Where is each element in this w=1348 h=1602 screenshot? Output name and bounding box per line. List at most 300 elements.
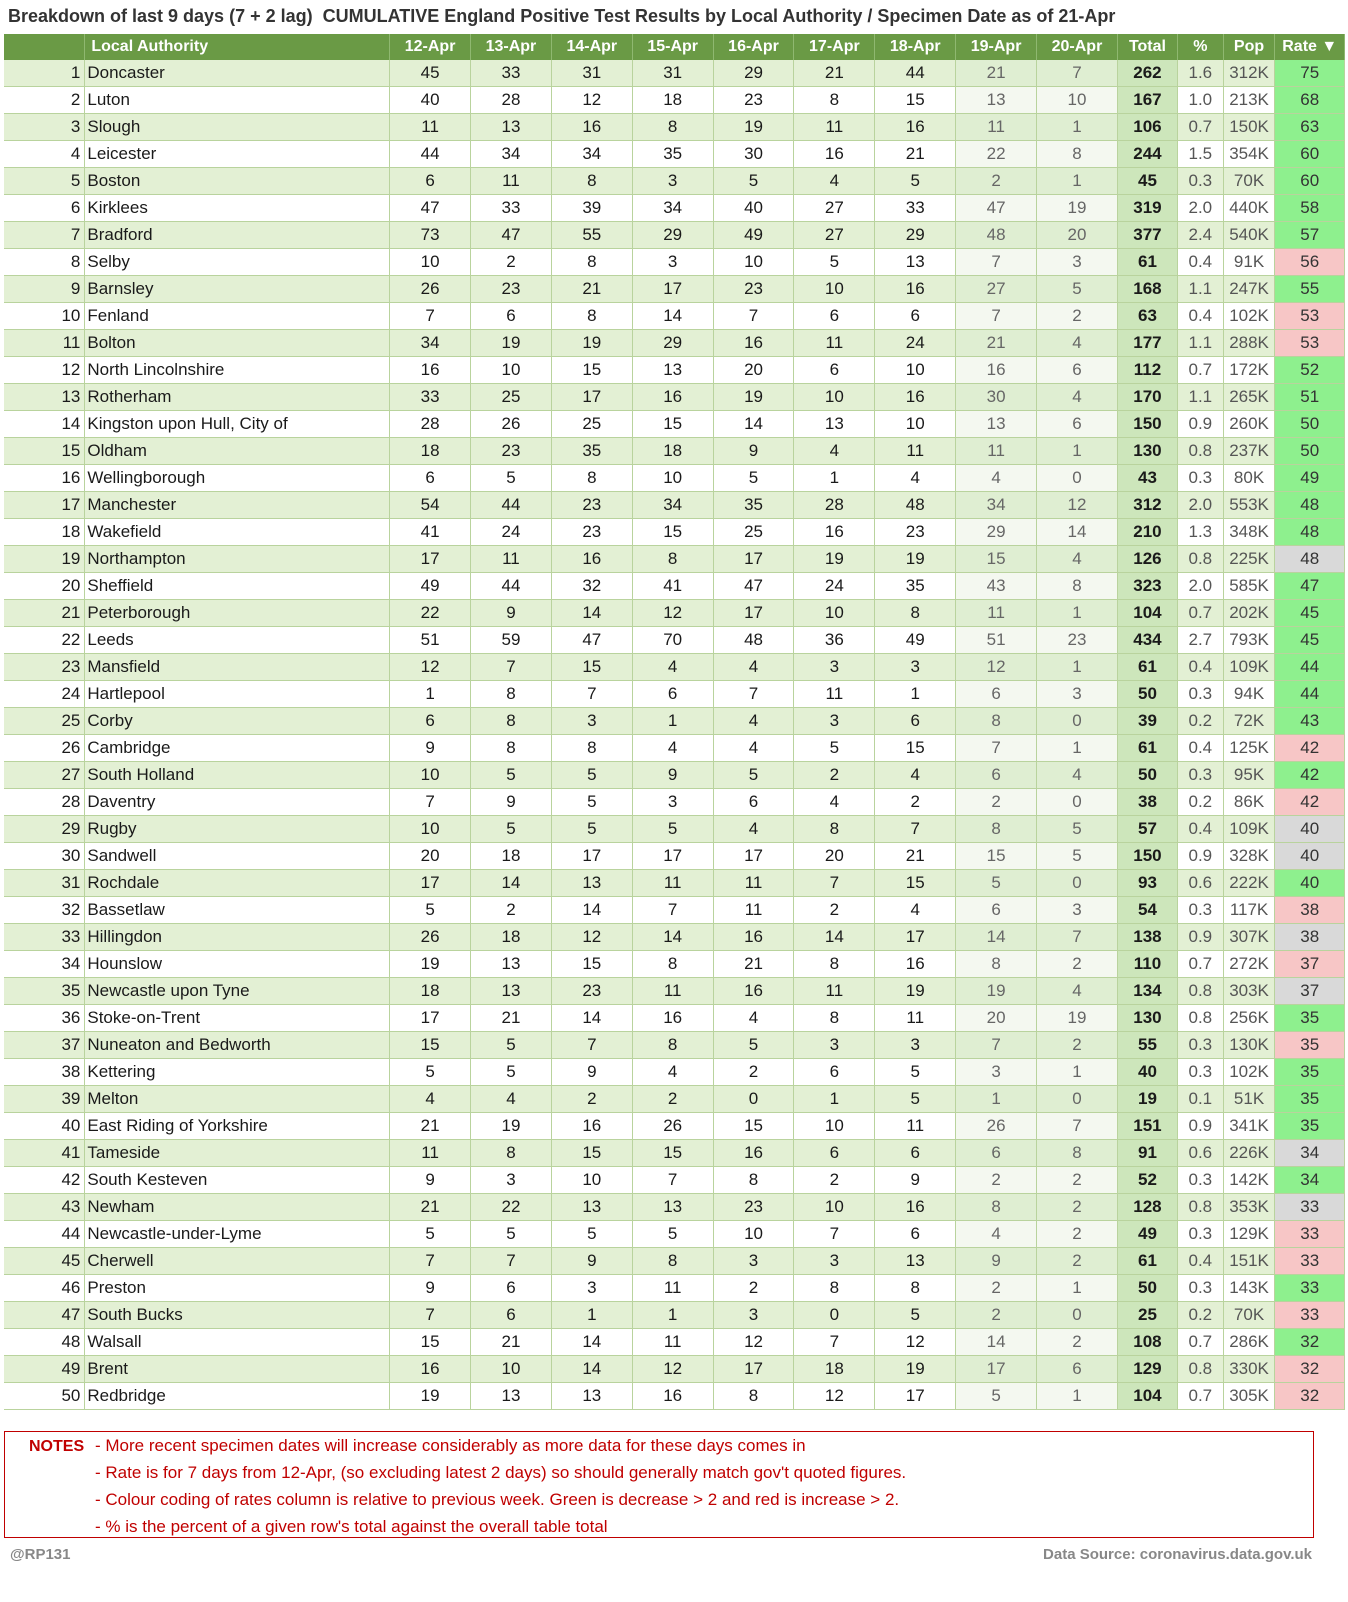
authority-name-cell: Brent — [85, 1356, 390, 1383]
table-row — [4, 1113, 1345, 1140]
percent-cell: 1.0 — [1178, 87, 1224, 114]
day-cell: 15 — [632, 411, 713, 438]
table-row — [4, 924, 1345, 951]
day-cell: 13 — [794, 411, 875, 438]
day-cell: 3 — [713, 1248, 794, 1275]
rate-cell: 57 — [1275, 222, 1345, 249]
day-cell: 4 — [794, 438, 875, 465]
day-cell: 6 — [471, 1275, 552, 1302]
lag-day-cell: 3 — [956, 1059, 1037, 1086]
day-cell: 8 — [875, 1275, 956, 1302]
table-header-row — [4, 34, 1345, 60]
rank-cell: 14 — [4, 411, 85, 438]
day-cell: 12 — [551, 924, 632, 951]
day-cell: 7 — [794, 1221, 875, 1248]
day-cell: 27 — [794, 195, 875, 222]
rank-cell: 46 — [4, 1275, 85, 1302]
day-cell: 10 — [390, 249, 471, 276]
table-row — [4, 492, 1345, 519]
day-cell: 8 — [794, 1005, 875, 1032]
day-cell: 19 — [794, 546, 875, 573]
table-row — [4, 1167, 1345, 1194]
percent-cell: 0.8 — [1178, 546, 1224, 573]
day-cell: 24 — [794, 573, 875, 600]
rate-cell: 53 — [1275, 303, 1345, 330]
table-row — [4, 897, 1345, 924]
lag-day-cell: 2 — [1037, 303, 1118, 330]
day-cell: 5 — [551, 816, 632, 843]
lag-day-cell: 5 — [956, 870, 1037, 897]
percent-cell: 0.3 — [1178, 1275, 1224, 1302]
total-cell: 110 — [1117, 951, 1177, 978]
day-cell: 47 — [471, 222, 552, 249]
day-cell: 29 — [875, 222, 956, 249]
population-cell: 202K — [1223, 600, 1275, 627]
day-cell: 12 — [794, 1383, 875, 1410]
table-row — [4, 384, 1345, 411]
day-cell: 5 — [875, 168, 956, 195]
lag-day-cell: 5 — [1037, 276, 1118, 303]
day-cell: 14 — [713, 411, 794, 438]
day-cell: 15 — [875, 870, 956, 897]
lag-day-cell: 6 — [956, 681, 1037, 708]
day-cell: 21 — [471, 1329, 552, 1356]
authority-name-cell: Newham — [85, 1194, 390, 1221]
lag-day-cell: 23 — [1037, 627, 1118, 654]
population-cell: 102K — [1223, 1059, 1275, 1086]
day-cell: 28 — [471, 87, 552, 114]
day-cell: 7 — [632, 1167, 713, 1194]
lag-day-cell: 30 — [956, 384, 1037, 411]
lag-day-cell: 1 — [1037, 735, 1118, 762]
day-cell: 5 — [471, 816, 552, 843]
day-cell: 8 — [551, 735, 632, 762]
day-cell: 6 — [632, 681, 713, 708]
percent-cell: 0.7 — [1178, 1383, 1224, 1410]
lag-day-cell: 2 — [1037, 1167, 1118, 1194]
population-cell: 143K — [1223, 1275, 1275, 1302]
day-cell: 3 — [632, 168, 713, 195]
day-cell: 16 — [713, 330, 794, 357]
table-row — [4, 1194, 1345, 1221]
population-cell: 91K — [1223, 249, 1275, 276]
rank-cell: 20 — [4, 573, 85, 600]
day-cell: 59 — [471, 627, 552, 654]
percent-cell: 0.3 — [1178, 1221, 1224, 1248]
lag-day-cell: 6 — [956, 762, 1037, 789]
authority-name-cell: Rotherham — [85, 384, 390, 411]
day-cell: 23 — [713, 1194, 794, 1221]
day-cell: 23 — [551, 519, 632, 546]
lag-day-cell: 8 — [1037, 141, 1118, 168]
day-cell: 29 — [632, 222, 713, 249]
rate-cell: 35 — [1275, 1059, 1345, 1086]
day-cell: 20 — [390, 843, 471, 870]
lag-day-cell: 22 — [956, 141, 1037, 168]
authority-name-cell: Selby — [85, 249, 390, 276]
lag-day-cell: 8 — [1037, 1140, 1118, 1167]
day-cell: 13 — [632, 357, 713, 384]
lag-day-cell: 8 — [1037, 573, 1118, 600]
column-header-day: 19-Apr — [956, 34, 1037, 60]
total-cell: 40 — [1117, 1059, 1177, 1086]
authority-name-cell: Mansfield — [85, 654, 390, 681]
day-cell: 4 — [794, 789, 875, 816]
day-cell: 20 — [713, 357, 794, 384]
percent-cell: 0.6 — [1178, 870, 1224, 897]
day-cell: 6 — [471, 1302, 552, 1329]
day-cell: 22 — [390, 600, 471, 627]
lag-day-cell: 7 — [1037, 924, 1118, 951]
population-cell: 256K — [1223, 1005, 1275, 1032]
day-cell: 10 — [794, 600, 875, 627]
table-row — [4, 627, 1345, 654]
day-cell: 14 — [551, 1005, 632, 1032]
day-cell: 12 — [390, 654, 471, 681]
day-cell: 13 — [875, 249, 956, 276]
day-cell: 1 — [794, 1086, 875, 1113]
lag-day-cell: 0 — [1037, 870, 1118, 897]
day-cell: 16 — [794, 141, 875, 168]
rate-cell: 34 — [1275, 1140, 1345, 1167]
percent-cell: 0.9 — [1178, 843, 1224, 870]
rank-cell: 35 — [4, 978, 85, 1005]
total-cell: 244 — [1117, 141, 1177, 168]
table-row — [4, 816, 1345, 843]
day-cell: 2 — [794, 1167, 875, 1194]
table-row — [4, 168, 1345, 195]
day-cell: 3 — [632, 249, 713, 276]
percent-cell: 0.7 — [1178, 357, 1224, 384]
population-cell: 793K — [1223, 627, 1275, 654]
rate-cell: 68 — [1275, 87, 1345, 114]
author-credit: @RP131 — [10, 1546, 71, 1563]
lag-day-cell: 14 — [1037, 519, 1118, 546]
day-cell: 5 — [471, 762, 552, 789]
rate-cell: 35 — [1275, 1086, 1345, 1113]
authority-name-cell: Stoke-on-Trent — [85, 1005, 390, 1032]
day-cell: 8 — [551, 303, 632, 330]
day-cell: 41 — [390, 519, 471, 546]
rate-cell: 42 — [1275, 789, 1345, 816]
day-cell: 5 — [875, 1086, 956, 1113]
authority-name-cell: Oldham — [85, 438, 390, 465]
day-cell: 3 — [632, 789, 713, 816]
day-cell: 26 — [390, 276, 471, 303]
day-cell: 0 — [794, 1302, 875, 1329]
day-cell: 11 — [794, 114, 875, 141]
day-cell: 4 — [632, 654, 713, 681]
day-cell: 39 — [551, 195, 632, 222]
total-cell: 61 — [1117, 249, 1177, 276]
rate-cell: 32 — [1275, 1329, 1345, 1356]
percent-cell: 2.4 — [1178, 222, 1224, 249]
authority-name-cell: Barnsley — [85, 276, 390, 303]
percent-cell: 0.8 — [1178, 438, 1224, 465]
day-cell: 7 — [390, 789, 471, 816]
day-cell: 8 — [551, 465, 632, 492]
day-cell: 28 — [390, 411, 471, 438]
percent-cell: 0.7 — [1178, 600, 1224, 627]
population-cell: 102K — [1223, 303, 1275, 330]
lag-day-cell: 2 — [1037, 1032, 1118, 1059]
lag-day-cell: 1 — [956, 1086, 1037, 1113]
day-cell: 4 — [713, 816, 794, 843]
day-cell: 4 — [875, 465, 956, 492]
percent-cell: 1.1 — [1178, 276, 1224, 303]
lag-day-cell: 3 — [1037, 897, 1118, 924]
authority-name-cell: Sheffield — [85, 573, 390, 600]
percent-cell: 0.4 — [1178, 735, 1224, 762]
lag-day-cell: 6 — [1037, 411, 1118, 438]
total-cell: 130 — [1117, 438, 1177, 465]
table-row — [4, 1329, 1345, 1356]
day-cell: 6 — [875, 1221, 956, 1248]
population-cell: 272K — [1223, 951, 1275, 978]
rank-cell: 1 — [4, 60, 85, 87]
day-cell: 9 — [390, 735, 471, 762]
day-cell: 34 — [551, 141, 632, 168]
day-cell: 35 — [713, 492, 794, 519]
population-cell: 353K — [1223, 1194, 1275, 1221]
lag-day-cell: 0 — [1037, 465, 1118, 492]
column-header-rate[interactable]: Rate ▼ — [1275, 34, 1345, 60]
authority-name-cell: Newcastle-under-Lyme — [85, 1221, 390, 1248]
authority-name-cell: Corby — [85, 708, 390, 735]
day-cell: 12 — [875, 1329, 956, 1356]
day-cell: 13 — [551, 1194, 632, 1221]
day-cell: 14 — [551, 1329, 632, 1356]
authority-name-cell: Manchester — [85, 492, 390, 519]
total-cell: 319 — [1117, 195, 1177, 222]
day-cell: 5 — [471, 1059, 552, 1086]
note-line: - % is the percent of a given row's total against the overall table total — [95, 1517, 608, 1536]
authority-name-cell: Peterborough — [85, 600, 390, 627]
percent-cell: 1.6 — [1178, 60, 1224, 87]
lag-day-cell: 2 — [1037, 1329, 1118, 1356]
day-cell: 1 — [794, 465, 875, 492]
table-row — [4, 762, 1345, 789]
day-cell: 3 — [713, 1302, 794, 1329]
authority-name-cell: Wellingborough — [85, 465, 390, 492]
authority-name-cell: North Lincolnshire — [85, 357, 390, 384]
day-cell: 16 — [794, 519, 875, 546]
total-cell: 91 — [1117, 1140, 1177, 1167]
day-cell: 5 — [390, 897, 471, 924]
table-row — [4, 87, 1345, 114]
day-cell: 16 — [632, 384, 713, 411]
rate-cell: 34 — [1275, 1167, 1345, 1194]
authority-name-cell: Rugby — [85, 816, 390, 843]
day-cell: 5 — [551, 1221, 632, 1248]
total-cell: 126 — [1117, 546, 1177, 573]
lag-day-cell: 7 — [956, 249, 1037, 276]
table-row — [4, 600, 1345, 627]
rank-cell: 24 — [4, 681, 85, 708]
day-cell: 26 — [390, 924, 471, 951]
day-cell: 4 — [713, 735, 794, 762]
day-cell: 33 — [390, 384, 471, 411]
day-cell: 7 — [471, 654, 552, 681]
rate-cell: 63 — [1275, 114, 1345, 141]
day-cell: 15 — [390, 1032, 471, 1059]
day-cell: 9 — [551, 1059, 632, 1086]
total-cell: 134 — [1117, 978, 1177, 1005]
total-cell: 50 — [1117, 1275, 1177, 1302]
day-cell: 18 — [632, 87, 713, 114]
rank-cell: 13 — [4, 384, 85, 411]
day-cell: 7 — [390, 303, 471, 330]
lag-day-cell: 2 — [1037, 1194, 1118, 1221]
day-cell: 15 — [551, 357, 632, 384]
lag-day-cell: 0 — [1037, 1302, 1118, 1329]
lag-day-cell: 27 — [956, 276, 1037, 303]
total-cell: 323 — [1117, 573, 1177, 600]
lag-day-cell: 10 — [1037, 87, 1118, 114]
table-row — [4, 276, 1345, 303]
day-cell: 6 — [390, 708, 471, 735]
day-cell: 19 — [390, 951, 471, 978]
percent-cell: 0.1 — [1178, 1086, 1224, 1113]
table-row — [4, 60, 1345, 87]
day-cell: 7 — [794, 870, 875, 897]
lag-day-cell: 26 — [956, 1113, 1037, 1140]
day-cell: 41 — [632, 573, 713, 600]
day-cell: 7 — [390, 1248, 471, 1275]
authority-name-cell: Hartlepool — [85, 681, 390, 708]
day-cell: 19 — [875, 1356, 956, 1383]
day-cell: 18 — [632, 438, 713, 465]
day-cell: 5 — [551, 762, 632, 789]
day-cell: 4 — [471, 1086, 552, 1113]
percent-cell: 0.4 — [1178, 654, 1224, 681]
day-cell: 9 — [875, 1167, 956, 1194]
lag-day-cell: 29 — [956, 519, 1037, 546]
lag-day-cell: 5 — [956, 1383, 1037, 1410]
day-cell: 7 — [713, 681, 794, 708]
rate-cell: 40 — [1275, 843, 1345, 870]
day-cell: 13 — [471, 951, 552, 978]
column-header-day: 16-Apr — [713, 34, 794, 60]
rate-cell: 32 — [1275, 1383, 1345, 1410]
day-cell: 54 — [390, 492, 471, 519]
table-row — [4, 573, 1345, 600]
total-cell: 150 — [1117, 411, 1177, 438]
lag-day-cell: 1 — [1037, 168, 1118, 195]
day-cell: 44 — [471, 492, 552, 519]
population-cell: 553K — [1223, 492, 1275, 519]
authority-name-cell: Bradford — [85, 222, 390, 249]
rank-cell: 27 — [4, 762, 85, 789]
day-cell: 4 — [390, 1086, 471, 1113]
day-cell: 10 — [794, 384, 875, 411]
day-cell: 5 — [390, 1221, 471, 1248]
day-cell: 11 — [471, 546, 552, 573]
day-cell: 44 — [471, 573, 552, 600]
table-row — [4, 357, 1345, 384]
total-cell: 49 — [1117, 1221, 1177, 1248]
day-cell: 4 — [794, 168, 875, 195]
rate-cell: 60 — [1275, 141, 1345, 168]
day-cell: 2 — [551, 1086, 632, 1113]
day-cell: 21 — [794, 60, 875, 87]
day-cell: 9 — [471, 600, 552, 627]
total-cell: 38 — [1117, 789, 1177, 816]
day-cell: 16 — [390, 357, 471, 384]
rate-cell: 45 — [1275, 627, 1345, 654]
day-cell: 49 — [713, 222, 794, 249]
day-cell: 19 — [471, 1113, 552, 1140]
day-cell: 19 — [471, 330, 552, 357]
table-row — [4, 1005, 1345, 1032]
population-cell: 130K — [1223, 1032, 1275, 1059]
rank-cell: 15 — [4, 438, 85, 465]
day-cell: 14 — [551, 897, 632, 924]
day-cell: 13 — [471, 978, 552, 1005]
day-cell: 7 — [471, 1248, 552, 1275]
day-cell: 16 — [875, 276, 956, 303]
day-cell: 10 — [794, 1194, 875, 1221]
rate-cell: 58 — [1275, 195, 1345, 222]
table-row — [4, 303, 1345, 330]
lag-day-cell: 8 — [956, 816, 1037, 843]
day-cell: 10 — [713, 1221, 794, 1248]
total-cell: 130 — [1117, 1005, 1177, 1032]
rate-cell: 35 — [1275, 1113, 1345, 1140]
lag-day-cell: 13 — [956, 411, 1037, 438]
day-cell: 16 — [632, 1005, 713, 1032]
table-row — [4, 1032, 1345, 1059]
total-cell: 63 — [1117, 303, 1177, 330]
lag-day-cell: 15 — [956, 843, 1037, 870]
day-cell: 35 — [632, 141, 713, 168]
table-row — [4, 870, 1345, 897]
rank-cell: 8 — [4, 249, 85, 276]
day-cell: 10 — [794, 276, 875, 303]
rank-cell: 9 — [4, 276, 85, 303]
day-cell: 24 — [471, 519, 552, 546]
day-cell: 21 — [551, 276, 632, 303]
authority-name-cell: Luton — [85, 87, 390, 114]
population-cell: 330K — [1223, 1356, 1275, 1383]
percent-cell: 0.3 — [1178, 897, 1224, 924]
rate-cell: 44 — [1275, 681, 1345, 708]
day-cell: 31 — [551, 60, 632, 87]
percent-cell: 0.4 — [1178, 1248, 1224, 1275]
day-cell: 6 — [794, 1140, 875, 1167]
authority-name-cell: Sandwell — [85, 843, 390, 870]
population-cell: 51K — [1223, 1086, 1275, 1113]
day-cell: 6 — [875, 708, 956, 735]
lag-day-cell: 4 — [1037, 384, 1118, 411]
total-cell: 93 — [1117, 870, 1177, 897]
rank-cell: 32 — [4, 897, 85, 924]
total-cell: 112 — [1117, 357, 1177, 384]
rate-cell: 32 — [1275, 1356, 1345, 1383]
total-cell: 377 — [1117, 222, 1177, 249]
day-cell: 3 — [471, 1167, 552, 1194]
lag-day-cell: 2 — [956, 168, 1037, 195]
rank-cell: 19 — [4, 546, 85, 573]
day-cell: 15 — [551, 951, 632, 978]
day-cell: 15 — [390, 1329, 471, 1356]
day-cell: 6 — [471, 303, 552, 330]
day-cell: 11 — [794, 978, 875, 1005]
day-cell: 17 — [875, 1383, 956, 1410]
day-cell: 8 — [632, 1248, 713, 1275]
day-cell: 11 — [794, 681, 875, 708]
rate-cell: 49 — [1275, 465, 1345, 492]
